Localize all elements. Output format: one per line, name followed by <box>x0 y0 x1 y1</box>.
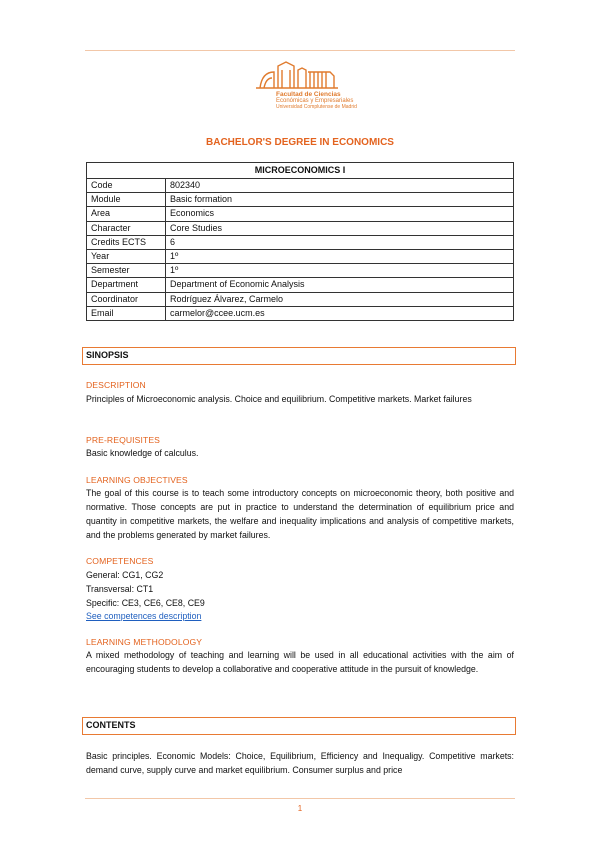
prereq-label: PRE-REQUISITES <box>86 435 160 445</box>
competence-general: General: CG1, CG2 <box>86 570 164 580</box>
row-value: 1º <box>166 249 514 263</box>
row-value: carmelor@ccee.ucm.es <box>166 306 514 320</box>
table-row <box>87 193 514 207</box>
header-rule <box>85 50 515 51</box>
row-value: 802340 <box>166 179 514 193</box>
table-row <box>87 207 514 221</box>
row-key: Semester <box>87 264 166 278</box>
methodology-text: A mixed methodology of teaching and learning will be used in all educational activities with the aim of encouraging students to develop a collaborative and cooperative attitude in the pursuit of knowledge. <box>86 650 514 674</box>
prereq-text: Basic knowledge of calculus. <box>86 448 199 458</box>
row-key: Module <box>87 193 166 207</box>
row-value: 6 <box>166 235 514 249</box>
course-info-table <box>86 162 514 321</box>
row-key: Code <box>87 179 166 193</box>
row-value: Basic formation <box>166 193 514 207</box>
table-row <box>87 278 514 292</box>
logo-line: Facultad de Ciencias <box>276 91 341 98</box>
page-number: 1 <box>297 804 303 813</box>
row-value: Department of Economic Analysis <box>166 278 514 292</box>
contents-text: Basic principles. Economic Models: Choice, Equilibrium, Efficiency and Inequaligy. Competitive markets: demand curve, supply curve and market equilibrium. Consumer surplus and price <box>86 751 514 775</box>
objectives-text: The goal of this course is to teach some introductory concepts on microeconomic theory, both positive and normative. Those concepts are put in practice to understand the determination of equilibrium price and quantity in competitive markets, the welfare and inequality implications and analysis of competitive markets, and the problems generated by market failures. <box>86 488 514 540</box>
row-key: Department <box>87 278 166 292</box>
row-value: Core Studies <box>166 221 514 235</box>
row-key: Area <box>87 207 166 221</box>
row-value: 1º <box>166 264 514 278</box>
table-row <box>87 292 514 306</box>
row-key: Year <box>87 249 166 263</box>
row-value: Economics <box>166 207 514 221</box>
degree-title: BACHELOR'S DEGREE IN ECONOMICS <box>206 137 394 148</box>
description-text: Principles of Microeconomic analysis. Choice and equilibrium. Competitive markets. Market failures <box>86 394 472 404</box>
row-key: Character <box>87 221 166 235</box>
table-row <box>87 306 514 320</box>
row-key: Email <box>87 306 166 320</box>
table-row <box>87 221 514 235</box>
competence-specific: Specific: CE3, CE6, CE8, CE9 <box>86 598 205 608</box>
competences-description-link[interactable]: See competences description <box>86 611 202 621</box>
table-row <box>87 264 514 278</box>
methodology-label: LEARNING METHODOLOGY <box>86 637 203 647</box>
faculty-logo-icon <box>252 58 348 94</box>
row-key: Coordinator <box>87 292 166 306</box>
contents-heading: CONTENTS <box>82 717 516 735</box>
sinopsis-heading: SINOPSIS <box>82 347 516 365</box>
table-row <box>87 249 514 263</box>
competences-label: COMPETENCES <box>86 556 154 566</box>
logo-line: Económicas y Empresariales <box>276 98 354 104</box>
table-row <box>87 179 514 193</box>
row-value: Rodríguez Álvarez, Carmelo <box>166 292 514 306</box>
faculty-logo <box>252 58 357 110</box>
footer-rule <box>85 798 515 799</box>
row-key: Credits ECTS <box>87 235 166 249</box>
logo-line: Universidad Complutense de Madrid <box>276 104 357 110</box>
competence-transversal: Transversal: CT1 <box>86 584 154 594</box>
description-label: DESCRIPTION <box>86 380 146 390</box>
table-row <box>87 235 514 249</box>
objectives-label: LEARNING OBJECTIVES <box>86 475 188 485</box>
course-title: MICROECONOMICS I <box>87 163 514 179</box>
